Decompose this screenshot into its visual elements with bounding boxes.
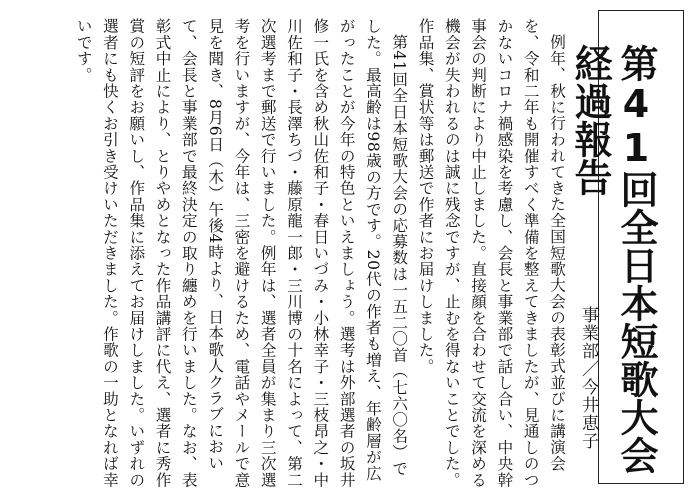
paragraph-cancellation: 例年、秋に行われてきた全国短歌大会の表彰式並びに講演会を、令和二年も開催すべく準備を整えてきましたが、見通しのつかないコロナ禍感染を考慮し、会長と事業部で話し合い、中央幹事会の判断により中止しました。直接顔を合わせて交流を深める機会が失われるのは誠に残念ですが、止むを得ないことでした。作品集、賞状等は郵送で作者にお届けしました。	[416, 18, 566, 488]
report-body	[6, 18, 570, 488]
page-title: 第41回全日本短歌大会経過報告	[568, 44, 658, 474]
author-byline: 事業部／今井恵子	[578, 306, 598, 450]
paragraph-selection: 第41回全日本短歌大会の応募数は一五二〇首（七六〇名）でした。最高齢は98歳の方です。20代の作者も増え、年齢層が広がったことが今年の特色といえましょう。選考は外部選者の坂井修一氏を含め秋山佐和子・春日いづみ・小林幸子・三枝昂之・中川佐和子・長澤ちづ・藤原龍一郎・三川博の十名によって、第二次選考まで郵送で行いました。例年は、選者全員が集まり三次選考を行いますが、今年は、三密を避けるため、電話やメールで意見を聞き、8月6日（木）午後4時より、日本歌人クラブにおいて、会長と事業部で最終決定の取り纏めを行いました。なお、表彰式中止により、とりやめとなった作品講評に代え、選者に秀作賞の短評をお願いし、作品集に添えてお届けしました。いずれの選者にも快くお引き受けいただきました。作歌の一助となれば幸いです。	[74, 18, 409, 488]
